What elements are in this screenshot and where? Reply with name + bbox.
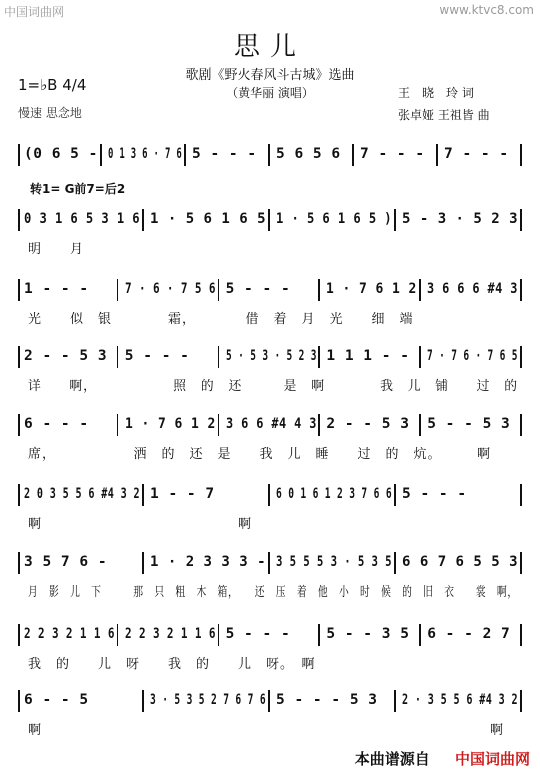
bar-line bbox=[142, 484, 144, 506]
bar-line bbox=[117, 346, 119, 368]
bar-line bbox=[18, 552, 20, 574]
bar-line bbox=[520, 414, 522, 436]
bar-line bbox=[394, 552, 396, 574]
bar-line bbox=[218, 346, 220, 368]
measure-notes: 6 6 7 6 5 5 3 bbox=[402, 554, 519, 570]
bar-line bbox=[18, 690, 20, 712]
bar-line bbox=[117, 279, 119, 301]
song-singer: （黄华丽 演唱） bbox=[226, 86, 314, 100]
staff-row bbox=[18, 410, 522, 444]
measure-notes: 5 - 3 · 5 2 3 bbox=[402, 211, 519, 227]
measure-notes: 1 · 5 6 1 6 5 bbox=[150, 211, 267, 227]
measure-notes: 5 6 5 6 bbox=[276, 146, 341, 162]
footer bbox=[355, 748, 530, 769]
bar-line bbox=[142, 209, 144, 231]
staff-row bbox=[18, 275, 522, 309]
bar-line bbox=[218, 624, 220, 646]
bar-line bbox=[318, 624, 320, 646]
composer-credit: 张卓娅 王祖皆 曲 bbox=[398, 108, 490, 122]
bar-line bbox=[318, 279, 320, 301]
bar-line bbox=[18, 209, 20, 231]
measure-notes: 2 0 3 5 5 6 #4 3 2 bbox=[24, 486, 140, 502]
credits bbox=[398, 82, 490, 126]
lyricist-credit: 王 晓 玲 词 bbox=[398, 86, 474, 100]
staff-row bbox=[18, 140, 522, 174]
bar-line bbox=[184, 144, 186, 166]
measure-notes: 5 - - - bbox=[192, 146, 257, 162]
bar-line bbox=[117, 414, 119, 436]
tempo-marking: 慢速 思念地 bbox=[18, 106, 82, 120]
bar-line bbox=[520, 690, 522, 712]
measure-notes: 5 · 5 3 · 5 2 3 bbox=[225, 348, 317, 364]
bar-line bbox=[318, 414, 320, 436]
bar-line bbox=[436, 144, 438, 166]
staff-row bbox=[18, 480, 522, 514]
measure-notes: 1 - - 7 bbox=[150, 486, 215, 502]
transpose-note: 转1= G前7=后2 bbox=[30, 182, 126, 196]
bar-line bbox=[394, 690, 396, 712]
measure-notes: 5 - - - bbox=[402, 486, 467, 502]
measure-notes: 5 - - 5 3 bbox=[427, 416, 511, 432]
bar-line bbox=[318, 346, 320, 368]
bar-line bbox=[268, 484, 270, 506]
measure-notes: 7 · 6 · 7 5 6 bbox=[124, 281, 216, 297]
bar-line bbox=[520, 279, 522, 301]
bar-line bbox=[520, 624, 522, 646]
bar-line bbox=[394, 484, 396, 506]
measure-notes: 6 - - - bbox=[24, 416, 89, 432]
measure-notes: 2 2 3 2 1 1 6 bbox=[124, 626, 216, 642]
watermark-left: 中国词曲网 bbox=[4, 5, 65, 19]
measure-notes: 1 · 5 6 1 6 5 ) bbox=[276, 211, 393, 227]
bar-line bbox=[419, 346, 421, 368]
bar-line bbox=[520, 552, 522, 574]
bar-line bbox=[520, 346, 522, 368]
bar-line bbox=[18, 624, 20, 646]
measure-notes: 3 · 5 3 5 2 7 6 7 6 bbox=[150, 692, 266, 708]
bar-line bbox=[218, 414, 220, 436]
bar-line bbox=[18, 346, 20, 368]
lyric-line: 席， 洒 的 还 是 我 儿 睡 过 的 炕。 啊 bbox=[28, 447, 492, 462]
song-subtitle: 歌剧《野火春风斗古城》选曲 bbox=[185, 68, 355, 83]
bar-line bbox=[419, 414, 421, 436]
key-signature: 1=♭B 4/4 bbox=[18, 76, 87, 94]
staff-row bbox=[18, 205, 522, 239]
bar-line bbox=[352, 144, 354, 166]
bar-line bbox=[142, 690, 144, 712]
staff-row bbox=[18, 548, 522, 582]
measure-notes: 2 - - 5 3 bbox=[24, 348, 108, 364]
measure-notes: 6 0 1 6 1 2 3 7 6 6 bbox=[276, 486, 392, 502]
lyric-line: 光 似 银 霜， 借 着 月 光 细 端 bbox=[28, 312, 414, 327]
bar-line bbox=[218, 279, 220, 301]
footer-brand: 中国词曲网 bbox=[454, 750, 530, 768]
bar-line bbox=[142, 552, 144, 574]
measure-notes: 7 - - - bbox=[444, 146, 509, 162]
measure-notes: 5 - - 3 5 bbox=[326, 626, 410, 642]
measure-notes: 1 · 7 6 1 2 bbox=[124, 416, 216, 432]
measure-notes: 5 - - - bbox=[225, 281, 291, 297]
bar-line bbox=[419, 279, 421, 301]
measure-notes: 2 2 3 2 1 1 6 bbox=[24, 626, 115, 642]
measure-notes: 3 6 6 #4 4 3 bbox=[225, 416, 317, 432]
measure-notes: 1 · 2 3 3 3 - bbox=[150, 554, 267, 570]
measure-notes: 3 6 6 6 #4 3 bbox=[427, 281, 519, 297]
measure-notes: 3 5 7 6 - bbox=[24, 554, 108, 570]
lyric-line: 月 影 儿 下 那 只 粗 木 箱， 还 压 着 他 小 时 候 的 旧 衣 裳 啊， bbox=[28, 585, 518, 600]
bar-line bbox=[100, 144, 102, 166]
bar-line bbox=[268, 144, 270, 166]
lyric-line: 我 的 儿 呀 我 的 儿 呀。 啊 bbox=[28, 657, 316, 672]
song-title: 思儿 bbox=[233, 32, 306, 62]
measure-notes: 3 5 5 5 3 · 5 3 5 bbox=[276, 554, 392, 570]
staff-row bbox=[18, 342, 522, 376]
measure-notes: 2 - - 5 3 bbox=[326, 416, 410, 432]
lyric-line: 啊 啊 bbox=[28, 517, 253, 532]
bar-line bbox=[18, 414, 20, 436]
bar-line bbox=[394, 209, 396, 231]
measure-notes: 2 · 3 5 5 6 #4 3 2 bbox=[402, 692, 518, 708]
measure-notes: 6 - - 5 bbox=[24, 692, 89, 708]
measure-notes: (0 6 5 - bbox=[24, 146, 98, 162]
bar-line bbox=[520, 484, 522, 506]
bar-line bbox=[268, 690, 270, 712]
staff-row bbox=[18, 620, 522, 654]
measure-notes: 1 - - - bbox=[24, 281, 89, 297]
measure-notes: 5 - - - bbox=[124, 348, 190, 364]
measure-notes: 1 1 1 - - bbox=[326, 348, 410, 364]
lyric-line: 明 月 bbox=[28, 242, 85, 257]
lyric-line: 啊 啊 bbox=[28, 723, 505, 738]
measure-notes: 7 - - - bbox=[360, 146, 425, 162]
measure-notes: 0 1 3 6 · 7 6 bbox=[108, 146, 183, 162]
bar-line bbox=[419, 624, 421, 646]
measure-notes: 5 - - - 5 3 bbox=[276, 692, 378, 708]
measure-notes: 6 - - 2 7 bbox=[427, 626, 511, 642]
bar-line bbox=[520, 144, 522, 166]
bar-line bbox=[18, 144, 20, 166]
bar-line bbox=[18, 279, 20, 301]
measure-notes: 0 3 1 6 5 3 1 6 bbox=[24, 211, 141, 227]
measure-notes: 7 · 7 6 · 7 6 5 bbox=[427, 348, 519, 364]
lyric-line: 详 啊， 照 的 还 是 啊 我 儿 铺 过 的 bbox=[28, 379, 519, 394]
measure-notes: 5 - - - bbox=[225, 626, 291, 642]
staff-row bbox=[18, 686, 522, 720]
bar-line bbox=[268, 209, 270, 231]
bar-line bbox=[268, 552, 270, 574]
watermark-right: www.ktvc8.com bbox=[439, 3, 534, 17]
footer-source: 本曲谱源自 bbox=[354, 750, 430, 768]
measure-notes: 1 · 7 6 1 2 bbox=[326, 281, 418, 297]
bar-line bbox=[117, 624, 119, 646]
bar-line bbox=[18, 484, 20, 506]
bar-line bbox=[520, 209, 522, 231]
